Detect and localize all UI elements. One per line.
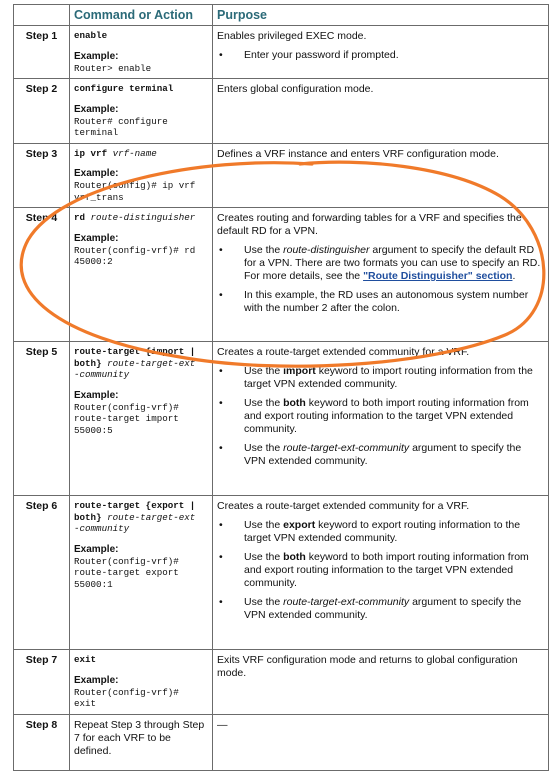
bullet-item: • Use the route-target-ext-community argument to specify the VPN extended community. bbox=[217, 442, 544, 468]
step-number: Step 6 bbox=[14, 496, 70, 650]
command-keyword: route-target {export | both} bbox=[74, 500, 196, 523]
bullet-item: • In this example, the RD uses an autonomous system number with the number 2 after the colon. bbox=[217, 289, 544, 315]
command-argument: route-target-ext -community bbox=[74, 511, 196, 534]
header-purpose: Purpose bbox=[213, 5, 549, 26]
purpose-text: Creates routing and forwarding tables for a VRF and specifies the default RD for a VPN. bbox=[217, 212, 522, 237]
command-text: configure terminal bbox=[74, 83, 174, 94]
command-cell bbox=[70, 650, 213, 715]
command-text: Repeat Step 3 through Step 7 for each VRF to be defined. bbox=[74, 718, 205, 757]
command-argument: route-target-ext -community bbox=[74, 357, 196, 380]
step-number: Step 2 bbox=[14, 79, 70, 144]
command-text bbox=[74, 500, 208, 535]
bullet-item: • Use the export keyword to export routing information to the target VPN extended community. bbox=[217, 519, 544, 545]
bullet-item: • Use the route-distinguisher argument to specify the default RD for a VPN. There are two formats you can use to specify an RD. For more details, see the "Route Distinguisher" section. bbox=[217, 244, 544, 283]
example-label: Example: bbox=[74, 389, 119, 401]
purpose-text: Creates a route-target extended community for a VRF. bbox=[217, 500, 470, 512]
example-label: Example: bbox=[74, 103, 119, 115]
example-code: Router(config-vrf)# route-target export 55000:1 bbox=[74, 555, 179, 590]
command-text: enable bbox=[74, 30, 108, 41]
purpose-cell bbox=[213, 714, 549, 770]
purpose-cell bbox=[213, 26, 549, 79]
command-argument: route-distinguisher bbox=[90, 212, 196, 223]
purpose-cell bbox=[213, 650, 549, 715]
purpose-cell bbox=[213, 496, 549, 650]
table-row bbox=[14, 26, 549, 79]
command-keyword: rd bbox=[74, 212, 91, 223]
purpose-cell bbox=[213, 79, 549, 144]
purpose-text: Defines a VRF instance and enters VRF configuration mode. bbox=[217, 147, 499, 160]
command-keyword: ip vrf bbox=[74, 147, 113, 159]
header-command: Command or Action bbox=[70, 5, 213, 26]
step-number: Step 5 bbox=[14, 342, 70, 496]
purpose-cell bbox=[213, 143, 549, 208]
step-number: Step 3 bbox=[14, 143, 70, 208]
example-label: Example: bbox=[74, 674, 119, 686]
example-code: Router(config)# ip vrf vrf_trans bbox=[74, 180, 196, 203]
configuration-steps-table bbox=[13, 4, 549, 771]
command-text bbox=[74, 346, 208, 381]
bullet-item: • Use the route-target-ext-community argument to specify the VPN extended community. bbox=[217, 596, 544, 622]
purpose-text: Enters global configuration mode. bbox=[217, 83, 374, 95]
bullet-item: • Use the both keyword to both import routing information from and export routing information to the target VPN extended community. bbox=[217, 397, 544, 436]
command-cell bbox=[70, 496, 213, 650]
command-text: exit bbox=[74, 654, 97, 665]
command-text bbox=[74, 148, 208, 160]
step-number: Step 8 bbox=[14, 714, 70, 770]
purpose-cell bbox=[213, 342, 549, 496]
example-label: Example: bbox=[74, 50, 119, 62]
table-row bbox=[14, 650, 549, 715]
step-number: Step 7 bbox=[14, 650, 70, 715]
example-label: Example: bbox=[74, 543, 119, 555]
command-cell bbox=[70, 143, 213, 208]
command-keyword: route-target {import | both} bbox=[74, 346, 196, 369]
bullet-item: • Use the both keyword to both import routing information from and export routing information to the target VPN extended community. bbox=[217, 551, 544, 590]
command-cell bbox=[70, 714, 213, 770]
example-code: Router(config-vrf)# rd 45000:2 bbox=[74, 244, 196, 267]
table-row bbox=[14, 208, 549, 342]
purpose-text: Enables privileged EXEC mode. bbox=[217, 30, 367, 42]
table-row bbox=[14, 79, 549, 144]
step-number: Step 1 bbox=[14, 26, 70, 79]
example-code: Router(config-vrf)# route-target import 55000:5 bbox=[74, 401, 179, 436]
route-distinguisher-link[interactable]: "Route Distinguisher" section bbox=[363, 270, 513, 282]
command-cell bbox=[70, 342, 213, 496]
table-row bbox=[14, 342, 549, 496]
example-label: Example: bbox=[74, 232, 119, 244]
example-code: Router(config-vrf)# exit bbox=[74, 686, 179, 709]
purpose-text: — bbox=[217, 718, 228, 731]
command-argument: vrf-name bbox=[112, 147, 157, 159]
command-cell bbox=[70, 208, 213, 342]
table-row bbox=[14, 496, 549, 650]
command-cell bbox=[70, 26, 213, 79]
bullet-item: • Use the import keyword to import routing information from the target VPN extended community. bbox=[217, 365, 544, 391]
example-code: Router# configure terminal bbox=[74, 115, 168, 138]
purpose-text: Creates a route-target extended community for a VRF. bbox=[217, 346, 470, 358]
step-number: Step 4 bbox=[14, 208, 70, 342]
purpose-text: Exits VRF configuration mode and returns to global configuration mode. bbox=[217, 654, 518, 679]
table-row bbox=[14, 714, 549, 770]
header-step bbox=[14, 5, 70, 26]
command-cell bbox=[70, 79, 213, 144]
bullet-item: • Enter your password if prompted. bbox=[217, 49, 544, 62]
table-row bbox=[14, 143, 549, 208]
table-header-row bbox=[14, 5, 549, 26]
command-text bbox=[74, 212, 208, 224]
purpose-cell bbox=[213, 208, 549, 342]
example-code: Router> enable bbox=[74, 62, 152, 74]
example-label: Example: bbox=[74, 168, 119, 179]
